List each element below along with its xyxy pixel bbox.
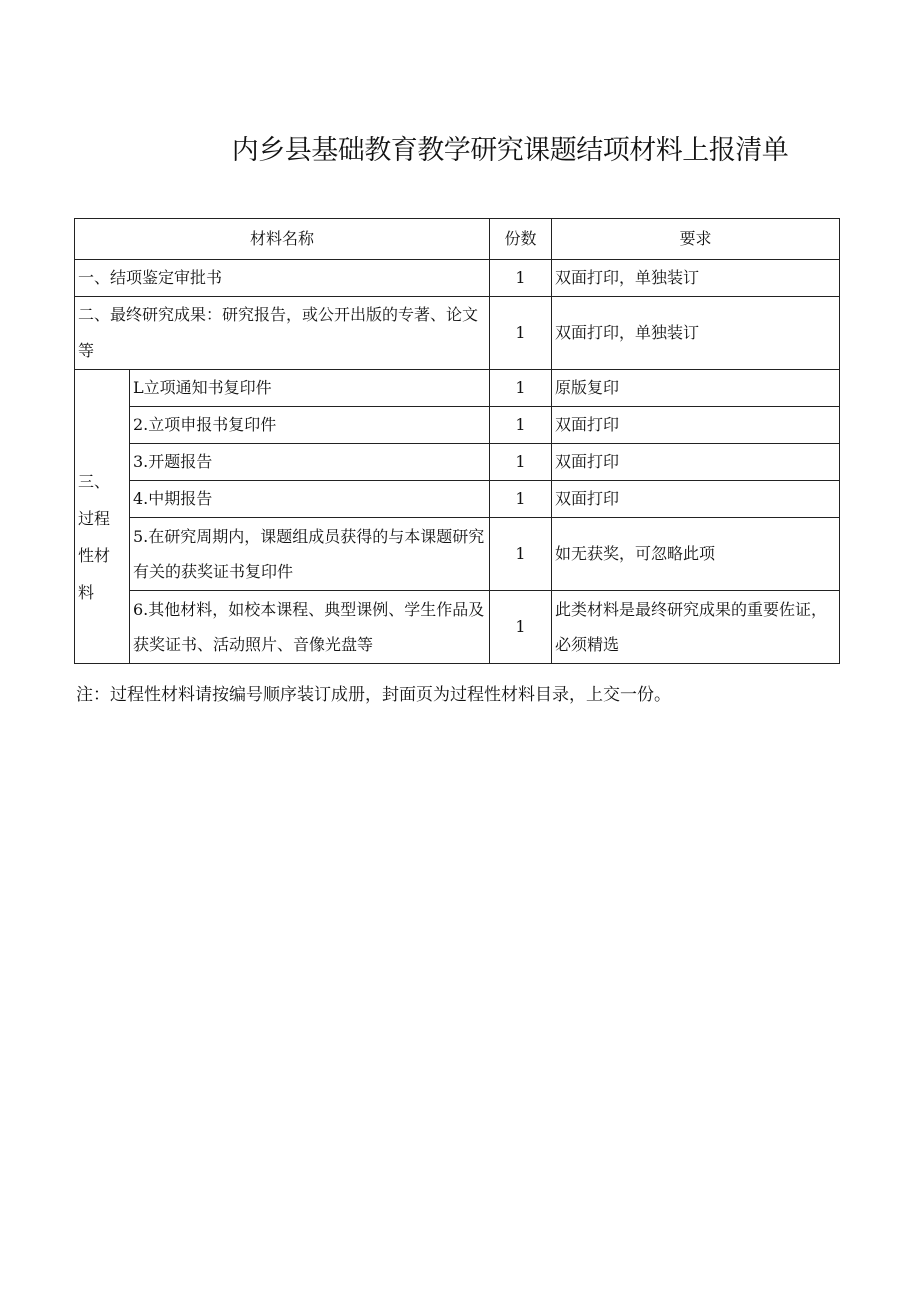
row-requirement: 双面打印 (552, 481, 840, 518)
row-name: 5.在研究周期内，课题组成员获得的与本课题研究有关的获奖证书复印件 (130, 518, 490, 591)
table-row (75, 370, 840, 407)
row-copies: 1 (490, 370, 552, 407)
table-row (75, 407, 840, 444)
row-requirement: 如无获奖，可忽略此项 (552, 518, 840, 591)
row-requirement: 双面打印 (552, 444, 840, 481)
row-name: 3.开题报告 (130, 444, 490, 481)
table-row (75, 591, 840, 664)
header-copies: 份数 (490, 219, 552, 260)
row-name: 6.其他材料，如校本课程、典型课例、学生作品及获奖证书、活动照片、音像光盘等 (130, 591, 490, 664)
row-copies: 1 (490, 481, 552, 518)
row-requirement: 原版复印 (552, 370, 840, 407)
row-copies: 1 (490, 518, 552, 591)
table-header-row (75, 219, 840, 260)
section3-label-line: 性材 (78, 545, 111, 565)
row-copies: 1 (490, 591, 552, 664)
row-copies: 1 (490, 444, 552, 481)
table-row (75, 481, 840, 518)
row-requirement: 双面打印 (552, 407, 840, 444)
section3-label-line: 三、 (78, 471, 111, 491)
materials-table (74, 218, 840, 664)
footnote: 注：过程性材料请按编号顺序装订成册，封面页为过程性材料目录，上交一份。 (76, 685, 671, 705)
row-name: 一、结项鉴定审批书 (75, 260, 490, 297)
section3-label-line: 料 (78, 582, 95, 602)
table-row (75, 518, 840, 591)
row-requirement: 此类材料是最终研究成果的重要佐证，必须精选 (552, 591, 840, 664)
row-copies: 1 (490, 407, 552, 444)
row-copies: 1 (490, 297, 552, 370)
table-row (75, 260, 840, 297)
row-requirement: 双面打印，单独装订 (552, 297, 840, 370)
row-name: 4.中期报告 (130, 481, 490, 518)
section3-label-line: 过程 (78, 508, 111, 528)
page-title: 内乡县基础教育教学研究课题结项材料上报清单 (231, 135, 789, 166)
row-copies: 1 (490, 260, 552, 297)
header-name: 材料名称 (75, 219, 490, 260)
table-row (75, 444, 840, 481)
row-name: 二、最终研究成果：研究报告，或公开出版的专著、论文等 (75, 297, 490, 370)
section3-label (75, 370, 130, 664)
table-row (75, 297, 840, 370)
row-name: L立项通知书复印件 (130, 370, 490, 407)
header-requirement: 要求 (552, 219, 840, 260)
row-name: 2.立项申报书复印件 (130, 407, 490, 444)
row-requirement: 双面打印，单独装订 (552, 260, 840, 297)
